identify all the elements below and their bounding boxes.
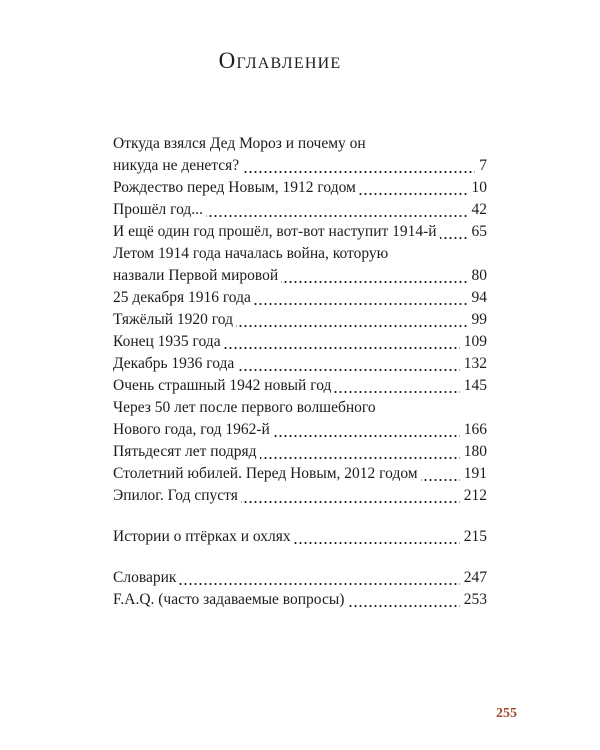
toc-entry-title: Откуда взялся Дед Мороз и почему он [113,135,369,152]
toc-entry-title: Нового года, год 1962-й [113,421,273,438]
toc-entry [113,221,487,243]
toc-entry [113,331,487,353]
toc-entry-title: Прошёл год... [113,201,206,218]
page-number: 255 [496,706,517,721]
toc-entry [113,133,487,177]
toc-entry-title: Столетний юбилей. Перед Новым, 2012 годом [113,465,421,482]
toc-entry [113,177,487,199]
toc-entry [113,199,487,221]
toc-entry-title: Летом 1914 года началась война, которую [113,245,391,262]
toc-page-number: 99 [468,309,488,331]
toc-page-number: 10 [468,177,488,199]
toc-page-number: 42 [468,199,488,221]
toc-entry [113,526,487,548]
toc-entry [113,309,487,331]
toc-entry [113,567,487,589]
toc-page-number: 180 [460,441,487,463]
toc-page-number: 109 [460,331,487,353]
toc-entry [113,463,487,485]
toc-entry-title: Рождество перед Новым, 1912 годом [113,179,359,196]
toc-entry [113,353,487,375]
toc-entry-title: И ещё один год прошёл, вот-вот наступит 1914-й [113,223,440,240]
toc-entry-title: F.A.Q. (часто задаваемые вопросы) [113,591,347,608]
toc-page-number: 94 [468,287,488,309]
section-spacer [113,548,487,567]
toc-entry-title: Пятьдесят лет подряд [113,443,260,460]
toc-entry-title: Через 50 лет после первого волшебного [113,399,379,416]
toc-entry-title: Декабрь 1936 года [113,355,237,372]
toc-entry-title: Словарик [113,569,179,586]
toc-entry-title: Очень страшный 1942 новый год [113,377,334,394]
toc-entry-title: назвали Первой мировой [113,267,281,284]
toc-page-number: 80 [468,265,488,287]
toc-entry-title: Эпилог. Год спустя [113,487,241,504]
toc-entry [113,243,487,287]
toc-entry [113,589,487,611]
toc-entry [113,375,487,397]
toc-entry [113,485,487,507]
toc-entry [113,397,487,441]
toc-entry-title: Истории о птёрках и охлях [113,528,294,545]
toc-entry-title: Тяжёлый 1920 год [113,311,236,328]
toc-page-number: 215 [460,526,487,548]
toc-page-number: 65 [468,221,488,243]
table-of-contents [113,133,487,611]
toc-page-number: 7 [475,155,487,177]
page-title: Оглавление [218,48,342,73]
toc-entry [113,441,487,463]
toc-page-number: 212 [460,485,487,507]
section-spacer [113,507,487,526]
toc-page-number: 191 [460,463,487,485]
toc-page-number: 132 [460,353,487,375]
toc-page-number: 247 [460,567,487,589]
toc-entry-title: никуда не денется? [113,157,242,174]
toc-entry [113,287,487,309]
toc-entry-title: Конец 1935 года [113,333,224,350]
toc-entry-title: 25 декабря 1916 года [113,289,254,306]
toc-page-number: 166 [460,419,487,441]
toc-page-number: 145 [460,375,487,397]
toc-page-number: 253 [460,589,487,611]
